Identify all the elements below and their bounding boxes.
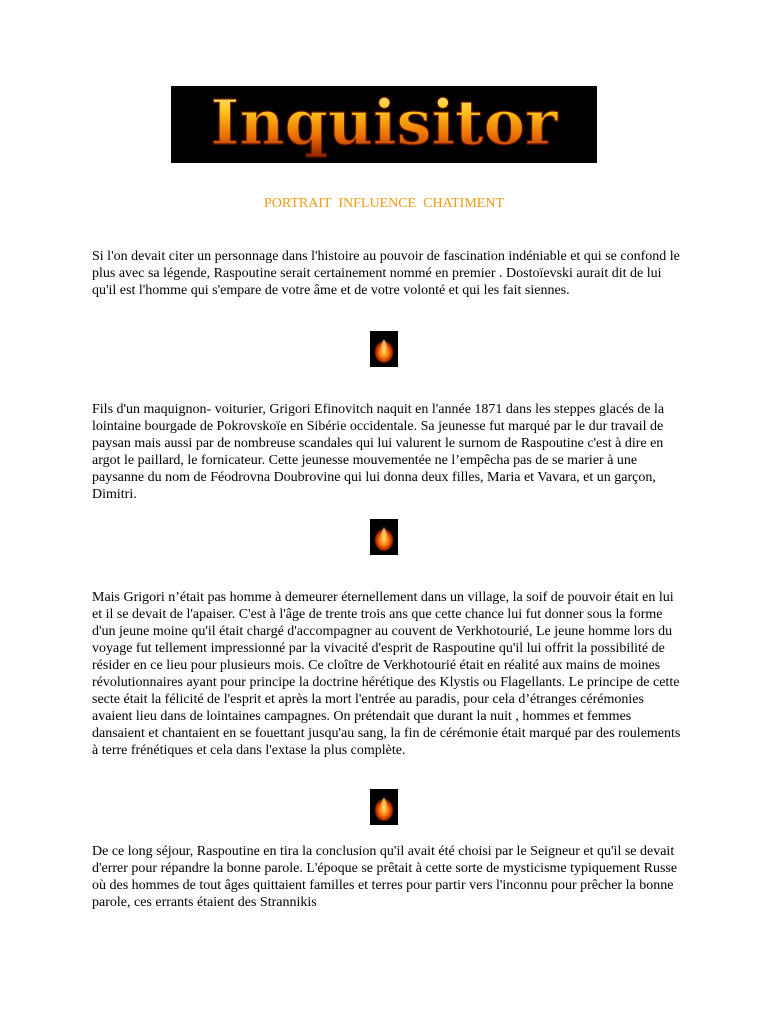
page-subtitle: PORTRAIT INFLUENCE CHATIMENT (263, 196, 504, 211)
paragraph-youth: Fils d'un maquignon- voiturier, Grigori Efinovitch naquit en l'année 1871 dans les steppes glacés de la lointaine bourgade de Pokrovskoïe en Sibérie occidentale. Sa jeunesse fut marqué par le dur travail de paysan mais aussi par de nombreuse scandales qui lui valurent le surnom de Raspoutine c'est à dire en argot le paillard, le fornicateur. Cette jeunesse mouvementée ne l’empêcha pas de se marier à une paysanne du nom de Féodrovna Doubrovine qui lui donna deux filles, Maria et Vavara, et un garçon, Dimitri. (92, 402, 665, 502)
logo-text: Inquisitor (210, 86, 558, 159)
paragraph-intro: Si l'on devait citer un personnage dans l'histoire au pouvoir de fascination indéniable et qui se confond le plus avec sa légende, Raspoutine serait certainement nommé en premier . Dostoïevski aurait dit de lui qu'il est l'homme qui s'empare de votre âme et de votre volonté et qui les fait siennes. (92, 249, 680, 298)
paragraph-wanderer: De ce long séjour, Raspoutine en tira la conclusion qu'il avait été choisi par le Seigneur et qu'il se devait d'errer pour répandre la bonne parole. L'époque se prêtait à cette sorte de mysticisme typiquement Russe où des hommes de tout âges quittaient familles et terres pour partir vers l'inconnu pour prêcher la bonne parole, ces errants étaient des Strannikis (92, 844, 678, 910)
candle-flame-icon (370, 519, 398, 555)
candle-flame-icon (370, 331, 398, 367)
logo-graphic (171, 86, 597, 163)
paragraph-monastery: Mais Grigori n’était pas homme à demeurer éternellement dans un village, la soif de pouvoir était en lui et il se devait de l'apaiser. C'est à l'âge de trente trois ans que cette chance lui fut donner sous la forme d'un jeune moine qu'il était chargé d'accompagner au couvent de Verkhotourié, Le jeune homme lors du voyage fut tellement impressionné par la vivacité d'esprit de Raspoutine qu'il lui offrit la possibilité de résider en ce lieu pour plusieurs mois. Ce cloître de Verkhotourié était en réalité aux mains de moines révolutionnaires ayant pour principe la doctrine hérétique des Klystis ou Flagellants. Le principe de cette secte était la félicité de l'esprit et après la mort l'entrée au paradis, pour cela d’étranges cérémonies avaient lieu dans de lointaines campagnes. On prétendait que durant la nuit , hommes et femmes dansaient et chantaient en se fouettant jusqu'au sang, la fin de cérémonie était marqué par des roulements à terre frénétiques et cela dans l'extase la plus complète. (92, 590, 681, 758)
candle-flame-icon (370, 789, 398, 825)
inquisitor-logo (171, 86, 597, 163)
